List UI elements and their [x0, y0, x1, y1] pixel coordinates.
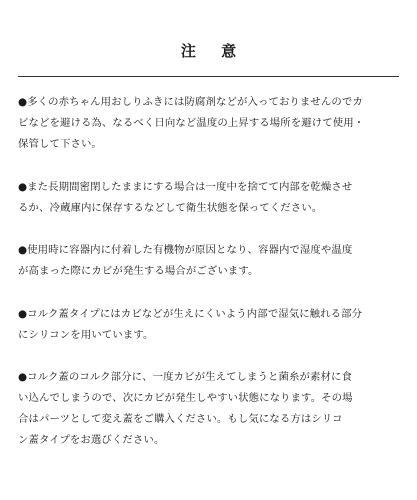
- notice-line: 保管して下さい。: [18, 138, 102, 150]
- notice-line: ●多くの赤ちゃん用おしりふきには防腐剤などが入っておりませんのでカ: [18, 96, 363, 108]
- page-title: 注 意: [180, 42, 247, 60]
- notice-line: 合はパーツとして変え蓋をご購入ください。もし気になる方はシリコ: [18, 413, 343, 425]
- notice-line: ●コルク蓋タイプにはカビなどが生えにくいよう内部で湿気に触れる部分: [18, 307, 363, 320]
- title-divider: [18, 76, 399, 77]
- notice-line: い込んでしまうので、次にカビが発生しやすい状態になります。その場: [18, 392, 353, 404]
- notice-mold-cause: [18, 240, 402, 282]
- notice-line: ●また長期間密閉したままにする場合は一度中を捨てて内部を乾燥させ: [18, 180, 353, 193]
- notice-cork-silicone: [18, 304, 402, 346]
- notice-line: にシリコンを用いています。: [18, 328, 154, 341]
- notice-list: [18, 92, 402, 473]
- notice-line: が高まった際にカビが発生する場合がございます。: [18, 265, 259, 277]
- notice-line: るか、冷蔵庫内に保存するなどして衛生状態を保ってください。: [18, 201, 323, 214]
- notice-cork-replacement: [18, 367, 402, 451]
- notice-line: ビなどを避ける為、なるべく日向など温度の上昇する場所を避けて使用・: [18, 117, 365, 129]
- notice-line: ●コルク蓋のコルク部分に、一度カビが生えてしまうと菌糸が素材に食: [18, 371, 352, 383]
- notice-antiseptic: [18, 92, 402, 155]
- notice-line: ン蓋タイプをお選びください。: [18, 434, 165, 446]
- notice-line: ●使用時に容器内に付着した有機物が原因となり、容器内で湿度や温度: [18, 244, 353, 256]
- notice-long-term-sealing: [18, 177, 402, 219]
